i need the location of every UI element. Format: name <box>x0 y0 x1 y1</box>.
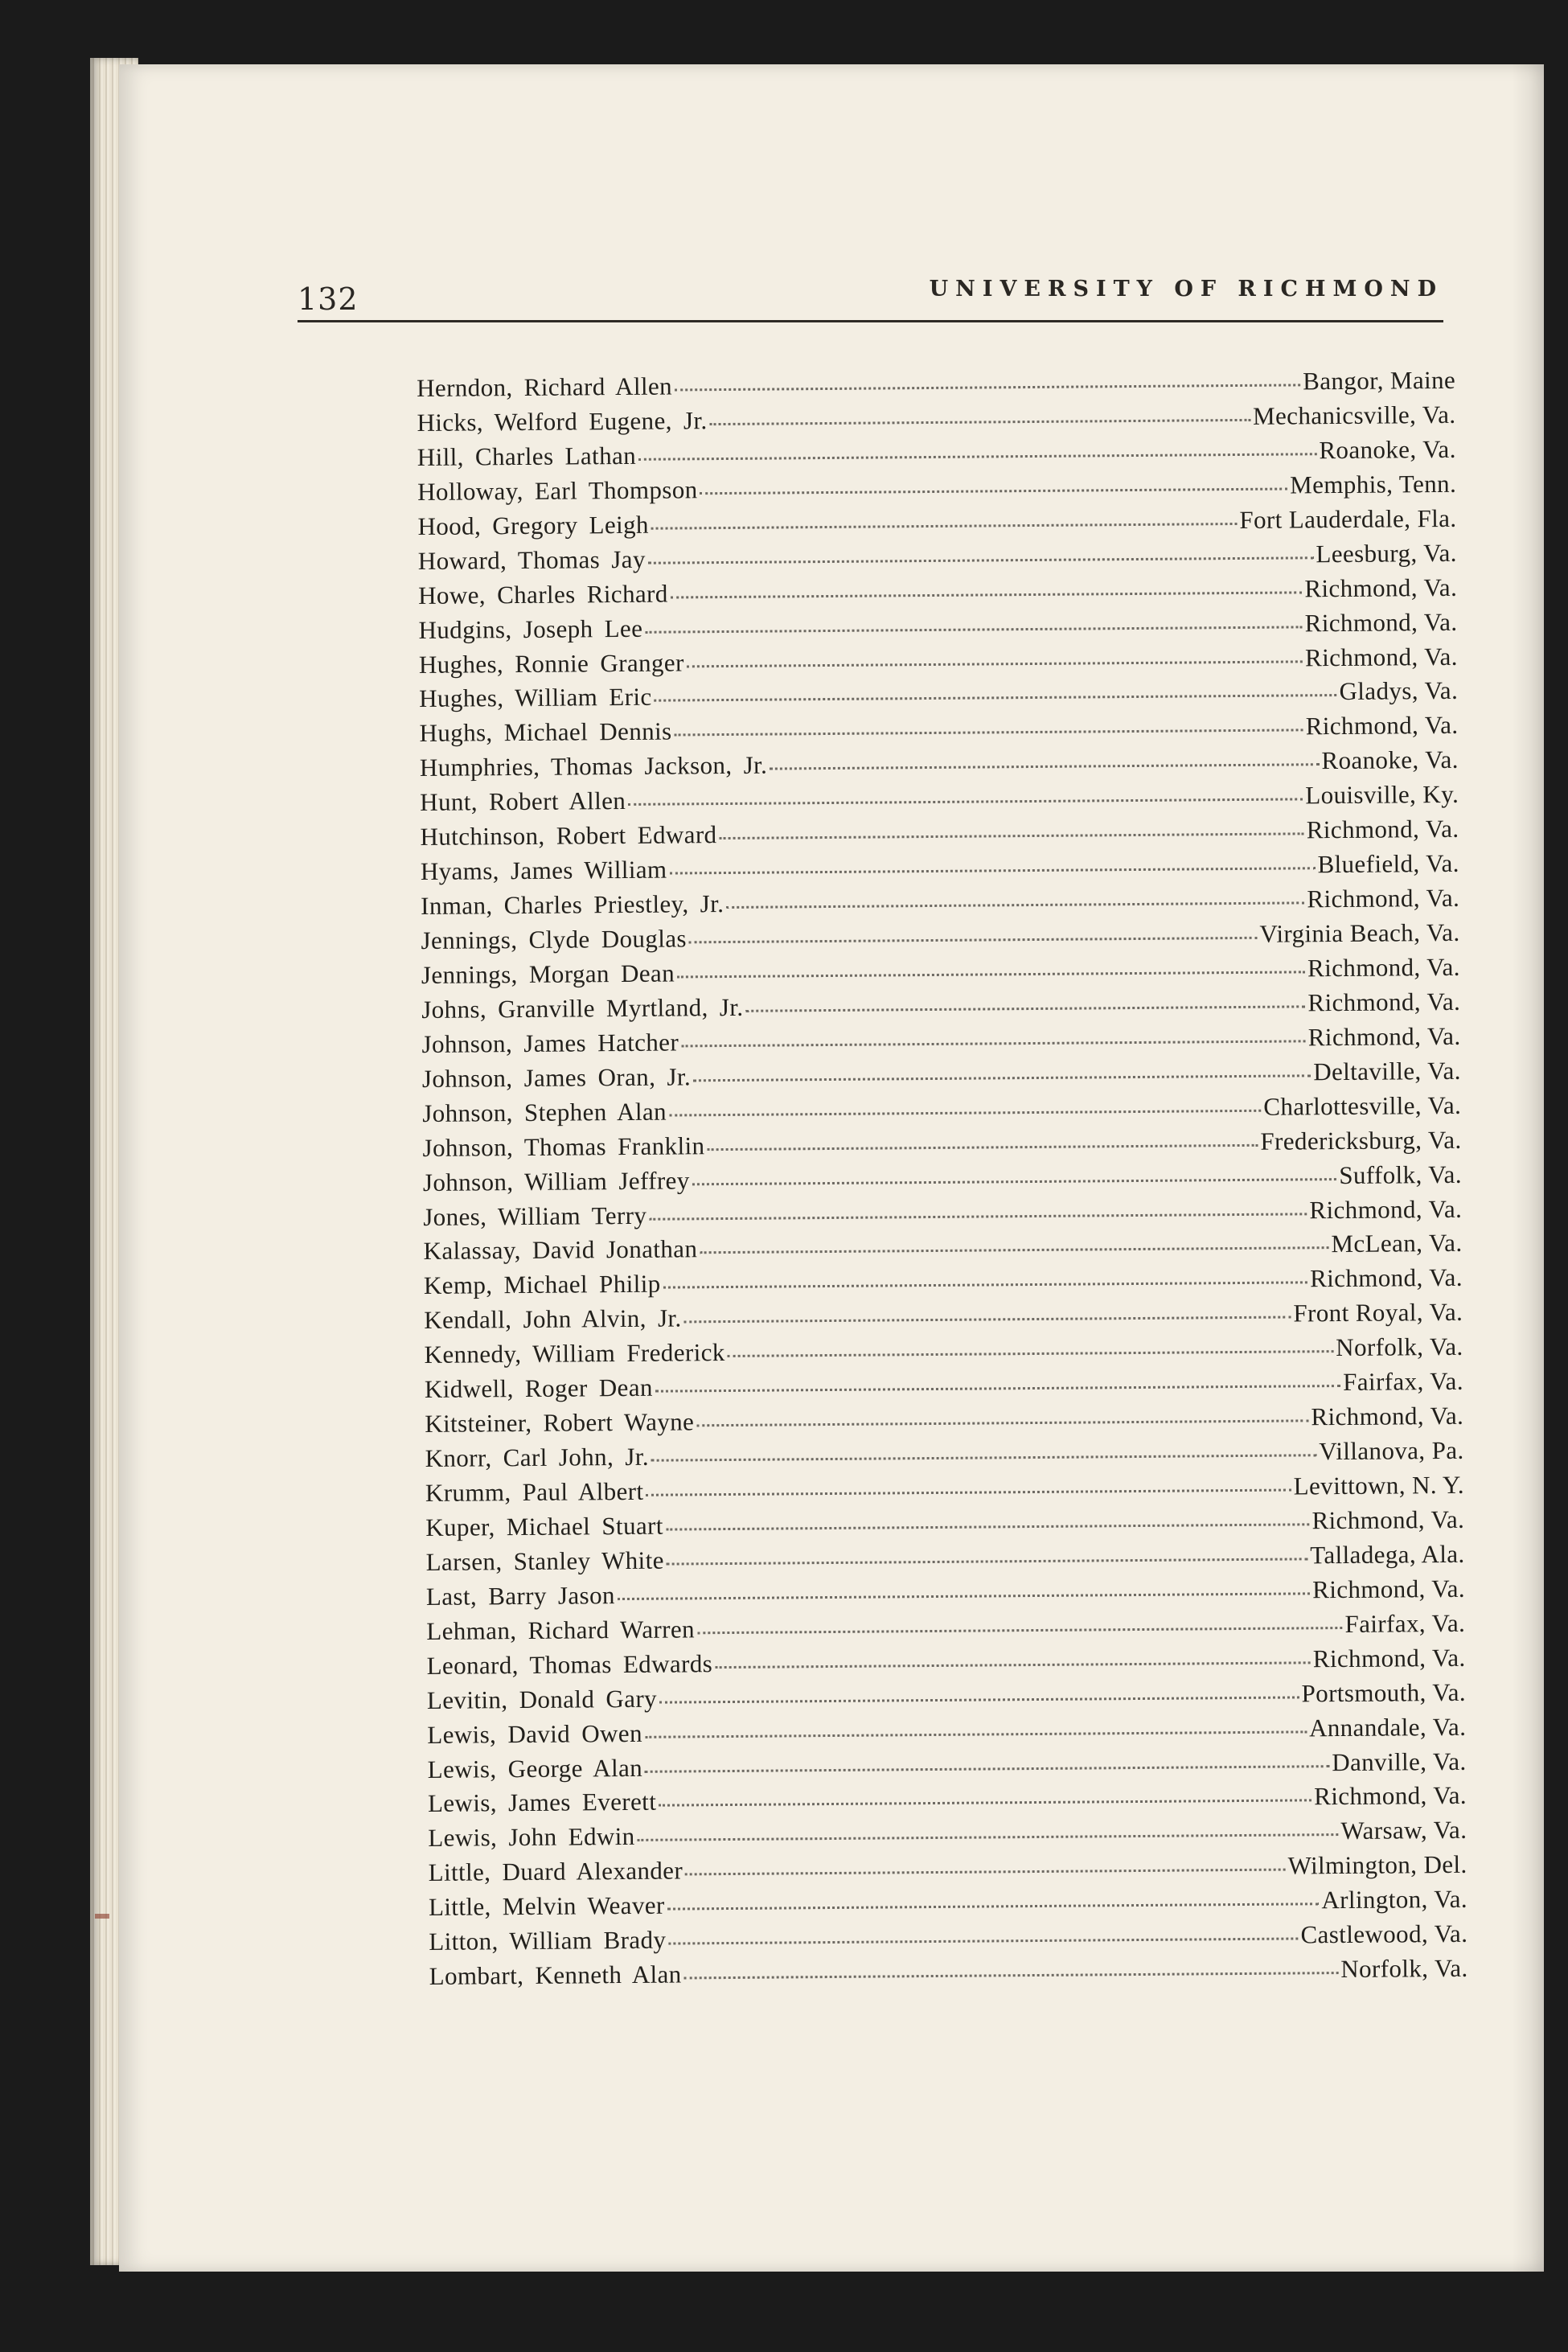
student-name: Hill, Charles Lathan <box>417 441 637 471</box>
hometown: Richmond, Va. <box>1312 1574 1466 1604</box>
dot-leader <box>628 798 1303 807</box>
student-name: Hicks, Welford Eugene, Jr. <box>417 406 708 437</box>
student-name: Little, Duard Alexander <box>428 1856 683 1887</box>
dot-leader <box>692 1178 1337 1185</box>
dot-leader <box>659 1696 1299 1703</box>
hometown: Danville, Va. <box>1332 1747 1467 1776</box>
student-name: Kitsteiner, Robert Wayne <box>425 1407 695 1439</box>
student-name: Kuper, Michael Stuart <box>425 1511 663 1541</box>
hometown: Portsmouth, Va. <box>1301 1677 1467 1708</box>
hometown: Roanoke, Va. <box>1319 434 1456 465</box>
student-name: Hughs, Michael Dennis <box>419 716 672 748</box>
hometown: Bangor, Maine <box>1303 365 1456 396</box>
hometown: Talladega, Ala. <box>1310 1539 1465 1570</box>
student-name: Knorr, Carl John, Jr. <box>425 1442 650 1473</box>
hometown: Suffolk, Va. <box>1339 1160 1463 1189</box>
student-name: Johnson, Thomas Franklin <box>422 1131 705 1162</box>
hometown: Norfolk, Va. <box>1340 1953 1468 1984</box>
student-name: Larsen, Stanley White <box>425 1545 664 1576</box>
hometown: Bluefield, Va. <box>1317 848 1459 879</box>
student-name: Kidwell, Roger Dean <box>424 1373 653 1404</box>
dot-leader <box>670 867 1316 874</box>
dot-leader <box>687 660 1303 667</box>
student-name: Hyams, James William <box>420 855 667 886</box>
hometown: Richmond, Va. <box>1307 883 1460 913</box>
dot-leader <box>685 1869 1286 1876</box>
hometown: Warsaw, Va. <box>1340 1816 1467 1845</box>
student-name: Johns, Granville Myrtland, Jr. <box>421 992 744 1024</box>
header-rule <box>298 320 1443 322</box>
page-header <box>298 273 1443 322</box>
dot-leader <box>646 1488 1291 1496</box>
student-name: Jennings, Clyde Douglas <box>421 924 688 954</box>
hometown: Leesburg, Va. <box>1316 538 1457 568</box>
dot-leader <box>667 1558 1307 1565</box>
dot-leader <box>689 937 1258 944</box>
dot-leader <box>651 1454 1316 1461</box>
hometown: Roanoke, Va. <box>1321 745 1459 775</box>
dot-leader <box>669 1109 1261 1116</box>
hometown: Richmond, Va. <box>1309 1194 1463 1224</box>
hometown: Mechanicsville, Va. <box>1252 400 1456 430</box>
student-name: Johnson, Stephen Alan <box>422 1097 667 1127</box>
student-name: Jones, William Terry <box>423 1201 647 1231</box>
hometown: Louisville, Ky. <box>1305 780 1459 810</box>
dot-leader <box>710 419 1251 425</box>
student-name: Levitin, Donald Gary <box>426 1684 658 1714</box>
hometown: Richmond, Va. <box>1311 1504 1465 1535</box>
student-name: Hughes, William Eric <box>419 683 652 713</box>
student-name: Last, Barry Jason <box>425 1580 616 1611</box>
hometown: Richmond, Va. <box>1306 815 1459 844</box>
hometown: Fredericksburg, Va. <box>1260 1125 1462 1155</box>
student-name: Herndon, Richard Allen <box>417 371 673 402</box>
student-name: Holloway, Earl Thompson <box>417 475 698 506</box>
student-name: Little, Melvin Weaver <box>428 1890 665 1922</box>
student-name: Kemp, Michael Philip <box>423 1270 661 1300</box>
dot-leader <box>684 1316 1291 1324</box>
student-name: Humphries, Thomas Jackson, Jr. <box>419 750 768 782</box>
student-name: Lewis, John Edwin <box>428 1822 635 1853</box>
hometown: Fairfax, Va. <box>1344 1608 1466 1638</box>
hometown: Richmond, Va. <box>1309 1263 1463 1293</box>
student-name: Lewis, David Owen <box>427 1718 643 1749</box>
hometown: Castlewood, Va. <box>1300 1919 1468 1949</box>
student-name: Jennings, Morgan Dean <box>421 958 675 989</box>
hometown: Deltaville, Va. <box>1313 1056 1462 1086</box>
dot-leader <box>684 1972 1339 1979</box>
dot-leader <box>645 1730 1307 1738</box>
dot-leader <box>745 1005 1305 1012</box>
dot-leader <box>770 764 1319 770</box>
student-name: Hood, Gregory Leigh <box>417 510 649 540</box>
hometown: Richmond, Va. <box>1304 642 1458 671</box>
hometown: Virginia Beach, Va. <box>1259 917 1460 948</box>
hometown: Levittown, N. Y. <box>1293 1470 1465 1500</box>
student-name: Leonard, Thomas Edwards <box>426 1648 713 1680</box>
hometown: Gladys, Va. <box>1339 676 1459 706</box>
dot-leader <box>655 694 1337 702</box>
hometown: Richmond, Va. <box>1304 607 1458 637</box>
dot-leader <box>667 1903 1320 1910</box>
spine-shadow <box>1512 64 1544 2272</box>
dot-leader <box>618 1592 1310 1600</box>
hometown: Memphis, Tenn. <box>1290 469 1457 499</box>
dot-leader <box>720 833 1304 840</box>
hometown: Annandale, Va. <box>1308 1712 1467 1742</box>
page-number: 132 <box>298 281 359 317</box>
hometown: Richmond, Va. <box>1311 1401 1464 1431</box>
dot-leader <box>671 591 1303 598</box>
student-name: Hughes, Ronnie Granger <box>418 647 684 679</box>
student-name: Hutchinson, Robert Edward <box>420 820 717 852</box>
student-name: Lewis, James Everett <box>427 1788 657 1818</box>
student-name: Kennedy, William Frederick <box>424 1338 725 1369</box>
student-name: Inman, Charles Priestley, Jr. <box>421 889 724 921</box>
student-name: Hunt, Robert Allen <box>420 786 626 817</box>
student-name: Lewis, George Alan <box>427 1753 643 1783</box>
dot-leader <box>715 1661 1311 1669</box>
hometown: Front Royal, Va. <box>1293 1298 1463 1328</box>
hometown: Charlottesville, Va. <box>1263 1090 1462 1121</box>
dot-leader <box>651 523 1238 530</box>
student-directory-list <box>417 363 1468 1994</box>
student-name: Johnson, James Hatcher <box>421 1028 679 1058</box>
student-name: Howe, Charles Richard <box>418 579 668 610</box>
dot-leader <box>707 1143 1258 1150</box>
hometown: Fort Lauderdale, Fla. <box>1239 503 1457 534</box>
dot-leader <box>668 1938 1298 1945</box>
edge-ink-mark <box>95 1914 109 1919</box>
dot-leader <box>681 1040 1306 1047</box>
dot-leader <box>693 1074 1311 1082</box>
running-head: UNIVERSITY OF RICHMOND <box>929 277 1443 302</box>
hometown: Richmond, Va. <box>1314 1781 1467 1811</box>
hometown: Richmond, Va. <box>1312 1643 1466 1673</box>
dot-leader <box>675 384 1300 391</box>
dot-leader <box>645 626 1302 633</box>
hometown: Richmond, Va. <box>1307 1021 1461 1052</box>
dot-leader <box>666 1523 1310 1530</box>
student-name: Litton, William Brady <box>429 1925 667 1956</box>
hometown: Richmond, Va. <box>1304 573 1458 602</box>
dot-leader <box>677 971 1305 978</box>
dot-leader <box>697 1627 1343 1634</box>
student-name: Kendall, John Alvin, Jr. <box>424 1303 682 1335</box>
hometown: McLean, Va. <box>1331 1229 1463 1258</box>
student-name: Hudgins, Joseph Lee <box>418 614 643 644</box>
student-name: Johnson, James Oran, Jr. <box>421 1062 692 1093</box>
dot-leader <box>663 1282 1308 1289</box>
student-name: Krumm, Paul Albert <box>425 1476 644 1507</box>
dot-leader <box>655 1385 1340 1393</box>
hometown: Wilmington, Del. <box>1287 1850 1467 1880</box>
dot-leader <box>638 453 1316 461</box>
dot-leader <box>645 1765 1329 1773</box>
dot-leader <box>659 1800 1311 1807</box>
student-name: Lombart, Kenneth Alan <box>429 1960 682 1991</box>
hometown: Richmond, Va. <box>1305 711 1459 741</box>
student-name: Lehman, Richard Warren <box>426 1615 696 1645</box>
dot-leader <box>648 556 1314 564</box>
dot-leader <box>700 1247 1328 1254</box>
dot-leader <box>638 1833 1339 1841</box>
dot-leader <box>649 1213 1307 1220</box>
hometown: Fairfax, Va. <box>1343 1367 1464 1397</box>
student-name: Johnson, William Jeffrey <box>422 1165 690 1197</box>
dot-leader <box>726 901 1304 909</box>
dot-leader <box>700 487 1288 495</box>
hometown: Norfolk, Va. <box>1336 1332 1463 1362</box>
hometown: Richmond, Va. <box>1307 987 1461 1017</box>
hometown: Arlington, Va. <box>1321 1885 1468 1915</box>
hometown: Richmond, Va. <box>1307 952 1460 983</box>
student-name: Kalassay, David Jonathan <box>423 1234 698 1266</box>
student-name: Howard, Thomas Jay <box>417 544 646 575</box>
dot-leader <box>728 1350 1334 1357</box>
dot-leader <box>696 1419 1308 1426</box>
hometown: Villanova, Pa. <box>1319 1435 1464 1466</box>
dot-leader <box>675 729 1303 737</box>
